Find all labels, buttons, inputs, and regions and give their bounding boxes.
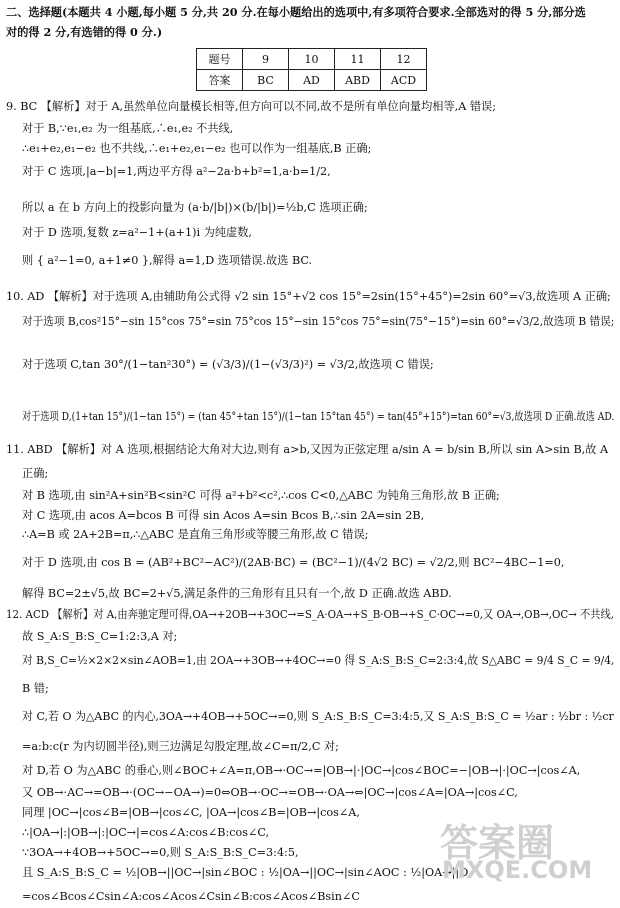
answer-table-answer-row <box>197 70 427 91</box>
table-cell: 12 <box>381 49 427 70</box>
q10-line: 对于选项 B,cos²15°−sin 15°cos 75°=sin 75°cos 15°−sin 15°cos 75°=sin(75°−15°)=sin 60°=√3/2,故选项 B 错误; <box>22 315 615 328</box>
q11-line: 解得 BC=2±√5,故 BC=2+√5,满足条件的三角形有且只有一个,故 D 正确.故选 ABD. <box>22 587 452 600</box>
table-cell: 11 <box>335 49 381 70</box>
q12-line: 同理 |OC→|cos∠B=|OB→|cos∠C, |OA→|cos∠B=|OB→|cos∠A, <box>22 806 360 819</box>
q9-line: 9. BC 【解析】对于 A,虽然单位向量模长相等,但方向可以不同,故不是所有单位向量均相等,A 错误; <box>6 100 496 113</box>
q9-line: 对于 C 选项,|a−b|=1,两边平方得 a²−2a·b+b²=1,a·b=1/2, <box>22 165 331 178</box>
q11-line: 对 B 选项,由 sin²A+sin²B<sin²C 可得 a²+b²<c²,∴cos C<0,△ABC 为钝角三角形,故 B 正确; <box>22 489 500 502</box>
watermark-url: MXQE.COM <box>442 856 593 884</box>
section-title-cont: 对的得 2 分,有选错的得 0 分.) <box>6 25 163 39</box>
q9-line: 所以 a 在 b 方向上的投影向量为 (a·b/|b|)×(b/|b|)=½b,C 选项正确; <box>22 201 368 214</box>
q12-line: ∴|OA→|:|OB→|:|OC→|=cos∠A:cos∠B:cos∠C, <box>22 826 270 839</box>
q12-line: =cos∠Bcos∠Csin∠A:cos∠Acos∠Csin∠B:cos∠Acos∠Bsin∠C <box>22 890 360 903</box>
answer-table-header-row <box>197 49 427 70</box>
q12-line: B 错; <box>22 682 49 695</box>
q10-line: 对于选项 C,tan 30°/(1−tan²30°) = (√3/3)/(1−(√3/3)²) = √3/2,故选项 C 错误; <box>22 358 434 371</box>
table-cell: BC <box>243 70 289 91</box>
q12-line: 对 B,S_C=½×2×2×sin∠AOB=1,由 2OA→+3OB→+4OC→=0 得 S_A:S_B:S_C=2:3:4,故 S△ABC = 9/4 S_C = 9/4, <box>22 654 615 667</box>
q11-line: 对 C 选项,由 acos A=bcos B 可得 sin Acos A=sin Bcos B,∴sin 2A=sin 2B, <box>22 509 425 522</box>
table-cell: ACD <box>381 70 427 91</box>
q12-line: 又 OB→·AC→=OB→·(OC→−OA→)=0⇔OB→·OC→=OB→·OA→⇔|OC→|cos∠A=|OA→|cos∠C, <box>22 786 518 799</box>
q12-line: 且 S_A:S_B:S_C = ½|OB→||OC→|sin∠BOC : ½|OA→||OC→|sin∠AOC : ½|OA→||O <box>22 866 469 879</box>
q9-line: ∴e₁+e₂,e₁−e₂ 也不共线,∴e₁+e₂,e₁−e₂ 也可以作为一组基底,B 正确; <box>22 142 372 155</box>
q9-line: 对于 B,∵e₁,e₂ 为一组基底,∴e₁,e₂ 不共线, <box>22 122 234 135</box>
q12-line: 对 C,若 O 为△ABC 的内心,3OA→+4OB→+5OC→=0,则 S_A:S_B:S_C=3:4:5,又 S_A:S_B:S_C = ½ar : ½br : ½cr <box>22 710 614 723</box>
q9-line: 对于 D 选项,复数 z=a²−1+(a+1)i 为纯虚数, <box>22 226 252 239</box>
watermark-logo: 答案圈 <box>440 821 555 865</box>
q12-line: 故 S_A:S_B:S_C=1:2:3,A 对; <box>22 630 178 643</box>
section-title: 二、选择题(本题共 4 小题,每小题 5 分,共 20 分.在每小题给出的选项中,有多项符合要求.全部选对的得 5 分,部分选 <box>6 5 586 19</box>
q10-line: 对于选项 D,(1+tan 15°)/(1−tan 15°) = (tan 45°+tan 15°)/(1−tan 15°tan 45°) = tan(45°+15°)=tan 60°=√3,故选项 D 正确.故选 AD. <box>22 410 615 423</box>
table-cell: AD <box>289 70 335 91</box>
table-cell: 9 <box>243 49 289 70</box>
answer-table <box>196 48 427 91</box>
q11-line: 正确; <box>22 467 49 480</box>
q10-line: 10. AD 【解析】对于选项 A,由辅助角公式得 √2 sin 15°+√2 cos 15°=2sin(15°+45°)=2sin 60°=√3,故选项 A 正确; <box>6 290 611 303</box>
table-cell: ABD <box>335 70 381 91</box>
q9-line: 则 { a²−1=0, a+1≠0 },解得 a=1,D 选项错误.故选 BC. <box>22 254 313 267</box>
q11-line: ∴A=B 或 2A+2B=π,∴△ABC 是直角三角形或等腰三角形,故 C 错误; <box>22 528 369 541</box>
table-cell: 题号 <box>197 49 243 70</box>
q12-line: 12. ACD 【解析】对 A,由奔驰定理可得,OA→+2OB→+3OC→=S_A·OA→+S_B·OB→+S_C·OC→=0,又 OA→,OB→,OC→ 不共线, <box>6 608 615 621</box>
q11-line: 对于 D 选项,由 cos B = (AB²+BC²−AC²)/(2AB·BC) = (BC²−1)/(4√2 BC) = √2/2,则 BC²−4BC−1=0, <box>22 556 565 569</box>
table-cell: 10 <box>289 49 335 70</box>
q12-line: 对 D,若 O 为△ABC 的垂心,则∠BOC+∠A=π,OB→·OC→=|OB→|·|OC→|cos∠BOC=−|OB→|·|OC→|cos∠A, <box>22 764 581 777</box>
q12-line: ∵3OA→+4OB→+5OC→=0,则 S_A:S_B:S_C=3:4:5, <box>22 846 299 859</box>
q11-line: 11. ABD 【解析】对 A 选项,根据结论大角对大边,则有 a>b,又因为正弦定理 a/sin A = b/sin B,所以 sin A>sin B,故 A <box>6 443 609 456</box>
q12-line: =a:b:c(r 为内切圆半径),则三边满足勾股定理,故∠C=π/2,C 对; <box>22 740 339 753</box>
table-cell: 答案 <box>197 70 243 91</box>
